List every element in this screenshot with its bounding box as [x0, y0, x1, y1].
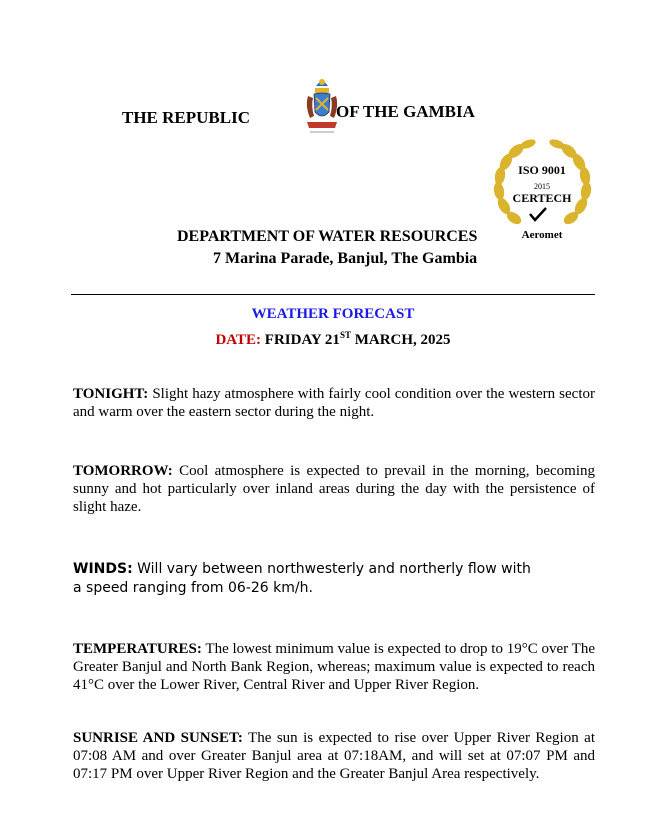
tonight-section	[73, 385, 595, 421]
tomorrow-heading: TOMORROW:	[73, 463, 173, 479]
header-divider	[71, 294, 595, 295]
temperatures-section	[73, 640, 595, 694]
winds-heading: WINDS:	[73, 561, 133, 577]
coat-of-arms-icon	[304, 76, 340, 138]
sun-section	[73, 729, 595, 783]
temperatures-text: The lowest minimum value is expected to drop to 19°C over The Greater Banjul and North Bank Region, whereas; maximum value is expected to reach 41°C over the Lower River, Central River and Upper River Region.	[73, 641, 595, 693]
sun-text: The sun is expected to rise over Upper River Region at 07:08 AM and over Greater Banjul area at 07:18AM, and will set at 07:07 PM and 07:17 PM over Upper River Region and the Greater Banjul Area respectively.	[73, 730, 596, 782]
seal-org-text: Aeromet	[521, 229, 563, 241]
tonight-heading: TONIGHT:	[73, 386, 149, 402]
date-day: FRIDAY 21	[264, 332, 340, 348]
temperatures-heading: TEMPERATURES:	[73, 641, 202, 657]
republic-right-text: OF THE GAMBIA	[336, 102, 475, 121]
sun-heading: SUNRISE AND SUNSET:	[73, 730, 243, 746]
tomorrow-text: Cool atmosphere is expected to prevail in the morning, becoming sunny and hot particularly over inland areas during the day with the persistence of slight haze.	[73, 463, 596, 515]
seal-year-text: 2015	[534, 182, 550, 191]
date-suffix: ST	[339, 330, 351, 340]
date-rest: MARCH, 2025	[354, 332, 451, 348]
republic-left-text: THE REPUBLIC	[122, 108, 250, 127]
forecast-title: WEATHER FORECAST	[251, 306, 415, 322]
tomorrow-section	[73, 462, 595, 516]
department-address: 7 Marina Parade, Banjul, The Gambia	[213, 250, 478, 267]
seal-certifier-text: CERTECH	[512, 191, 572, 205]
date-label: DATE:	[215, 332, 262, 348]
winds-section	[73, 560, 543, 598]
forecast-date	[71, 330, 595, 349]
tonight-text: Slight hazy atmosphere with fairly cool condition over the western sector and warm over the eastern sector during the night.	[73, 386, 595, 420]
iso-certification-seal	[490, 136, 595, 244]
department-name: DEPARTMENT OF WATER RESOURCES	[177, 228, 478, 245]
seal-iso-text: ISO 9001	[518, 163, 566, 177]
winds-text: Will vary between northwesterly and northerly flow with a speed ranging from 06-26 km/h.	[73, 561, 531, 596]
